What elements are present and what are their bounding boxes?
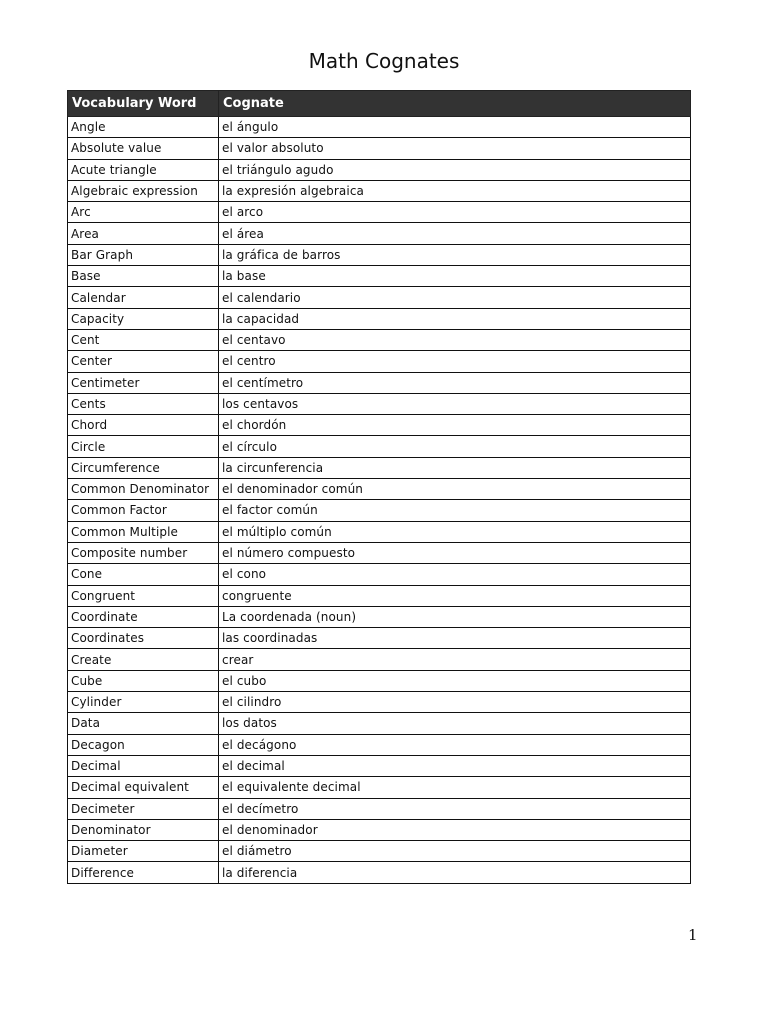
table-row: [68, 415, 691, 436]
cognate-cell: el decimal: [219, 755, 691, 776]
vocabulary-word-cell: Cone: [68, 564, 219, 585]
vocabulary-word-cell: Circumference: [68, 457, 219, 478]
vocabulary-word-cell: Capacity: [68, 308, 219, 329]
table-row: [68, 777, 691, 798]
table-row: [68, 457, 691, 478]
cognate-cell: la capacidad: [219, 308, 691, 329]
cognate-cell: el triángulo agudo: [219, 159, 691, 180]
cognate-cell: la base: [219, 266, 691, 287]
table-row: [68, 138, 691, 159]
cognate-cell: el equivalente decimal: [219, 777, 691, 798]
cognate-cell: el círculo: [219, 436, 691, 457]
vocabulary-word-cell: Arc: [68, 202, 219, 223]
vocabulary-word-cell: Angle: [68, 117, 219, 138]
table-row: [68, 713, 691, 734]
table-body: [68, 117, 691, 884]
vocabulary-table: [67, 90, 691, 884]
vocabulary-word-cell: Algebraic expression: [68, 180, 219, 201]
cognate-cell: La coordenada (noun): [219, 606, 691, 627]
cognate-cell: el múltiplo común: [219, 521, 691, 542]
table-row: [68, 862, 691, 883]
cognate-cell: el ángulo: [219, 117, 691, 138]
cognate-cell: el centavo: [219, 329, 691, 350]
vocabulary-word-cell: Difference: [68, 862, 219, 883]
vocabulary-word-cell: Common Factor: [68, 500, 219, 521]
table-row: [68, 734, 691, 755]
cognate-cell: el número compuesto: [219, 542, 691, 563]
vocabulary-word-cell: Diameter: [68, 841, 219, 862]
table-row: [68, 755, 691, 776]
table-row: [68, 159, 691, 180]
table-row: [68, 436, 691, 457]
table-row: [68, 223, 691, 244]
cognate-cell: congruente: [219, 585, 691, 606]
table-row: [68, 585, 691, 606]
table-row: [68, 500, 691, 521]
table-header-row: [68, 91, 691, 117]
cognate-cell: el valor absoluto: [219, 138, 691, 159]
table-row: [68, 564, 691, 585]
table-header: [68, 91, 691, 117]
cognate-cell: el centímetro: [219, 372, 691, 393]
cognate-cell: el cilindro: [219, 692, 691, 713]
cognate-cell: la gráfica de barros: [219, 244, 691, 265]
vocabulary-word-cell: Area: [68, 223, 219, 244]
table-row: [68, 649, 691, 670]
table-row: [68, 287, 691, 308]
cognate-cell: el decágono: [219, 734, 691, 755]
cognate-cell: la expresión algebraica: [219, 180, 691, 201]
cognate-cell: el área: [219, 223, 691, 244]
header-vocabulary-word: Vocabulary Word: [68, 91, 219, 117]
table-row: [68, 393, 691, 414]
cognate-cell: el factor común: [219, 500, 691, 521]
cognate-cell: las coordinadas: [219, 628, 691, 649]
table-row: [68, 628, 691, 649]
vocabulary-word-cell: Decagon: [68, 734, 219, 755]
table-row: [68, 819, 691, 840]
table-row: [68, 841, 691, 862]
cognate-cell: el cono: [219, 564, 691, 585]
header-cognate: Cognate: [219, 91, 691, 117]
vocabulary-word-cell: Cent: [68, 329, 219, 350]
vocabulary-word-cell: Denominator: [68, 819, 219, 840]
vocabulary-word-cell: Chord: [68, 415, 219, 436]
cognate-cell: el centro: [219, 351, 691, 372]
table-row: [68, 202, 691, 223]
vocabulary-word-cell: Base: [68, 266, 219, 287]
vocabulary-word-cell: Circle: [68, 436, 219, 457]
table-row: [68, 606, 691, 627]
table-row: [68, 180, 691, 201]
vocabulary-word-cell: Common Multiple: [68, 521, 219, 542]
table-row: [68, 117, 691, 138]
vocabulary-word-cell: Calendar: [68, 287, 219, 308]
table-row: [68, 670, 691, 691]
vocabulary-word-cell: Centimeter: [68, 372, 219, 393]
cognate-cell: el denominador común: [219, 479, 691, 500]
table-row: [68, 308, 691, 329]
cognate-cell: el chordón: [219, 415, 691, 436]
vocabulary-word-cell: Decimal equivalent: [68, 777, 219, 798]
vocabulary-word-cell: Acute triangle: [68, 159, 219, 180]
table-row: [68, 329, 691, 350]
vocabulary-word-cell: Decimal: [68, 755, 219, 776]
cognate-cell: crear: [219, 649, 691, 670]
table-row: [68, 244, 691, 265]
table-row: [68, 521, 691, 542]
table-row: [68, 372, 691, 393]
vocabulary-word-cell: Common Denominator: [68, 479, 219, 500]
vocabulary-word-cell: Decimeter: [68, 798, 219, 819]
vocabulary-word-cell: Coordinates: [68, 628, 219, 649]
cognate-cell: el decímetro: [219, 798, 691, 819]
cognate-cell: el denominador: [219, 819, 691, 840]
cognate-cell: el cubo: [219, 670, 691, 691]
vocabulary-word-cell: Cylinder: [68, 692, 219, 713]
vocabulary-word-cell: Coordinate: [68, 606, 219, 627]
table-row: [68, 351, 691, 372]
table-row: [68, 798, 691, 819]
vocabulary-word-cell: Absolute value: [68, 138, 219, 159]
page-number: 1: [688, 926, 698, 944]
cognate-cell: el diámetro: [219, 841, 691, 862]
table-row: [68, 692, 691, 713]
table-row: [68, 479, 691, 500]
cognate-cell: la diferencia: [219, 862, 691, 883]
vocabulary-word-cell: Bar Graph: [68, 244, 219, 265]
cognate-cell: el arco: [219, 202, 691, 223]
cognate-cell: la circunferencia: [219, 457, 691, 478]
vocabulary-word-cell: Cents: [68, 393, 219, 414]
vocabulary-word-cell: Center: [68, 351, 219, 372]
vocabulary-word-cell: Data: [68, 713, 219, 734]
page-title: Math Cognates: [308, 49, 460, 73]
table-row: [68, 542, 691, 563]
cognate-cell: los centavos: [219, 393, 691, 414]
vocabulary-word-cell: Congruent: [68, 585, 219, 606]
table-row: [68, 266, 691, 287]
cognate-cell: los datos: [219, 713, 691, 734]
vocabulary-word-cell: Create: [68, 649, 219, 670]
cognate-cell: el calendario: [219, 287, 691, 308]
vocabulary-word-cell: Composite number: [68, 542, 219, 563]
vocabulary-word-cell: Cube: [68, 670, 219, 691]
